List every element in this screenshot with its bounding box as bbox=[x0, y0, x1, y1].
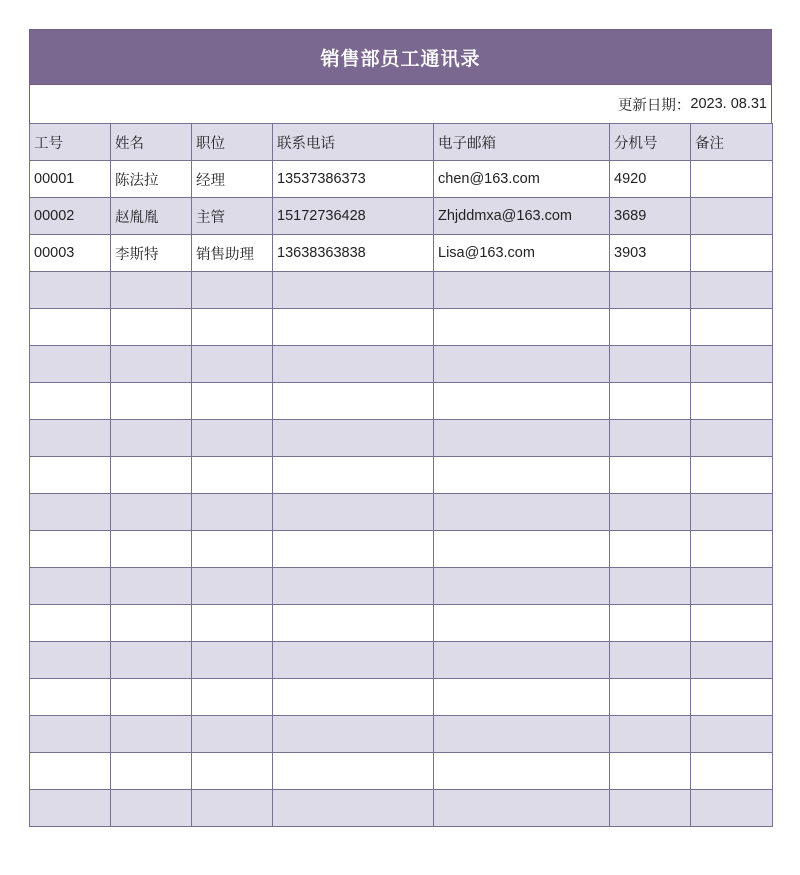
table-cell[interactable] bbox=[610, 346, 691, 383]
table-cell[interactable] bbox=[610, 309, 691, 346]
table-cell[interactable]: 经理 bbox=[192, 161, 273, 198]
table-cell[interactable] bbox=[111, 346, 192, 383]
table-cell[interactable] bbox=[273, 309, 434, 346]
table-cell[interactable] bbox=[273, 420, 434, 457]
table-row bbox=[30, 753, 773, 790]
table-cell[interactable] bbox=[30, 568, 111, 605]
table-cell[interactable] bbox=[30, 420, 111, 457]
table-cell[interactable] bbox=[610, 790, 691, 827]
table-row bbox=[30, 716, 773, 753]
table-cell[interactable] bbox=[273, 568, 434, 605]
table-cell[interactable]: 赵胤胤 bbox=[111, 198, 192, 235]
table-row bbox=[30, 568, 773, 605]
table-cell[interactable] bbox=[610, 383, 691, 420]
table-cell[interactable] bbox=[691, 716, 773, 753]
table-cell[interactable] bbox=[273, 346, 434, 383]
sheet-title: 销售部员工通讯录 bbox=[29, 29, 772, 85]
table-cell[interactable] bbox=[273, 272, 434, 309]
table-cell[interactable] bbox=[610, 679, 691, 716]
table-cell[interactable] bbox=[434, 679, 610, 716]
table-cell[interactable] bbox=[111, 679, 192, 716]
table-cell[interactable] bbox=[691, 346, 773, 383]
table-cell[interactable] bbox=[192, 568, 273, 605]
table-cell[interactable] bbox=[111, 531, 192, 568]
table-cell[interactable] bbox=[192, 642, 273, 679]
column-header: 职位 bbox=[192, 124, 273, 161]
table-cell[interactable]: chen@163.com bbox=[434, 161, 610, 198]
table-cell[interactable] bbox=[434, 272, 610, 309]
table-cell[interactable] bbox=[192, 309, 273, 346]
table-cell[interactable] bbox=[30, 309, 111, 346]
table-cell[interactable]: 4920 bbox=[610, 161, 691, 198]
table-cell[interactable] bbox=[691, 272, 773, 309]
table-cell[interactable] bbox=[691, 605, 773, 642]
column-header: 姓名 bbox=[111, 124, 192, 161]
table-cell[interactable] bbox=[111, 494, 192, 531]
table-row bbox=[30, 235, 773, 272]
table-cell[interactable] bbox=[434, 716, 610, 753]
table-cell[interactable] bbox=[111, 642, 192, 679]
table-cell[interactable] bbox=[691, 198, 773, 235]
update-date-row bbox=[29, 85, 772, 123]
table-body bbox=[30, 161, 773, 827]
table-cell[interactable] bbox=[30, 642, 111, 679]
column-header: 备注 bbox=[691, 124, 773, 161]
table-row bbox=[30, 679, 773, 716]
table-cell[interactable]: 13537386373 bbox=[273, 161, 434, 198]
column-header: 电子邮箱 bbox=[434, 124, 610, 161]
table-cell[interactable]: 00001 bbox=[30, 161, 111, 198]
table-cell[interactable] bbox=[691, 161, 773, 198]
table-cell[interactable] bbox=[30, 383, 111, 420]
table-cell[interactable] bbox=[30, 531, 111, 568]
table-cell[interactable] bbox=[691, 679, 773, 716]
table-cell[interactable] bbox=[111, 272, 192, 309]
table-cell[interactable] bbox=[610, 420, 691, 457]
table-row bbox=[30, 531, 773, 568]
table-cell[interactable] bbox=[691, 753, 773, 790]
column-header: 联系电话 bbox=[273, 124, 434, 161]
table-row bbox=[30, 494, 773, 531]
table-cell[interactable] bbox=[691, 642, 773, 679]
table-cell[interactable] bbox=[30, 679, 111, 716]
table-cell[interactable]: 3903 bbox=[610, 235, 691, 272]
column-header: 分机号 bbox=[610, 124, 691, 161]
table-cell[interactable] bbox=[192, 790, 273, 827]
table-cell[interactable]: Zhjddmxa@163.com bbox=[434, 198, 610, 235]
table-row bbox=[30, 346, 773, 383]
table-cell[interactable] bbox=[192, 383, 273, 420]
table-cell[interactable] bbox=[111, 790, 192, 827]
header-row bbox=[30, 124, 773, 161]
table-cell[interactable] bbox=[434, 753, 610, 790]
table-cell[interactable] bbox=[610, 642, 691, 679]
table-row bbox=[30, 198, 773, 235]
contact-sheet bbox=[29, 29, 772, 827]
table-cell[interactable] bbox=[273, 642, 434, 679]
table-cell[interactable] bbox=[434, 605, 610, 642]
table-cell[interactable] bbox=[30, 346, 111, 383]
table-cell[interactable] bbox=[192, 531, 273, 568]
table-cell[interactable] bbox=[192, 346, 273, 383]
table-cell[interactable] bbox=[192, 605, 273, 642]
table-cell[interactable] bbox=[273, 679, 434, 716]
table-cell[interactable] bbox=[30, 605, 111, 642]
table-row bbox=[30, 272, 773, 309]
table-cell[interactable] bbox=[691, 235, 773, 272]
table-cell[interactable] bbox=[273, 790, 434, 827]
table-cell[interactable] bbox=[111, 383, 192, 420]
table-cell[interactable] bbox=[691, 494, 773, 531]
table-cell[interactable]: 陈法拉 bbox=[111, 161, 192, 198]
table-cell[interactable] bbox=[30, 457, 111, 494]
table-cell[interactable] bbox=[691, 383, 773, 420]
table-cell[interactable] bbox=[111, 716, 192, 753]
table-cell[interactable] bbox=[434, 642, 610, 679]
table-cell[interactable] bbox=[30, 494, 111, 531]
table-cell[interactable] bbox=[610, 605, 691, 642]
table-cell[interactable] bbox=[273, 716, 434, 753]
table-row bbox=[30, 642, 773, 679]
column-header: 工号 bbox=[30, 124, 111, 161]
table-cell[interactable] bbox=[192, 716, 273, 753]
table-cell[interactable] bbox=[610, 753, 691, 790]
table-cell[interactable]: 主管 bbox=[192, 198, 273, 235]
table-cell[interactable] bbox=[434, 531, 610, 568]
table-cell[interactable]: 00003 bbox=[30, 235, 111, 272]
table-cell[interactable] bbox=[691, 531, 773, 568]
table-cell[interactable] bbox=[273, 383, 434, 420]
table-cell[interactable] bbox=[434, 568, 610, 605]
table-cell[interactable] bbox=[30, 272, 111, 309]
table-cell[interactable] bbox=[111, 420, 192, 457]
table-cell[interactable] bbox=[434, 309, 610, 346]
table-row bbox=[30, 161, 773, 198]
table-cell[interactable] bbox=[273, 531, 434, 568]
table-cell[interactable]: 销售助理 bbox=[192, 235, 273, 272]
table-cell[interactable] bbox=[691, 420, 773, 457]
table-cell[interactable] bbox=[111, 309, 192, 346]
table-cell[interactable] bbox=[610, 568, 691, 605]
table-cell[interactable] bbox=[111, 605, 192, 642]
table-row bbox=[30, 605, 773, 642]
table-cell[interactable] bbox=[434, 790, 610, 827]
table-cell[interactable]: 00002 bbox=[30, 198, 111, 235]
table-cell[interactable]: 3689 bbox=[610, 198, 691, 235]
table-cell[interactable] bbox=[434, 383, 610, 420]
table-cell[interactable] bbox=[273, 753, 434, 790]
table-cell[interactable] bbox=[30, 790, 111, 827]
table-cell[interactable]: 李斯特 bbox=[111, 235, 192, 272]
table-cell[interactable] bbox=[610, 531, 691, 568]
table-cell[interactable] bbox=[111, 753, 192, 790]
table-cell[interactable] bbox=[273, 605, 434, 642]
update-date-value: 2023. 08.31 bbox=[690, 96, 767, 112]
table-cell[interactable] bbox=[192, 679, 273, 716]
table-row bbox=[30, 383, 773, 420]
table-cell[interactable]: 15172736428 bbox=[273, 198, 434, 235]
table-cell[interactable] bbox=[434, 346, 610, 383]
table-cell[interactable] bbox=[30, 753, 111, 790]
table-cell[interactable] bbox=[30, 716, 111, 753]
table-cell[interactable] bbox=[691, 790, 773, 827]
table-cell[interactable] bbox=[192, 494, 273, 531]
table-cell[interactable] bbox=[434, 457, 610, 494]
table-cell[interactable] bbox=[434, 420, 610, 457]
table-cell[interactable] bbox=[192, 753, 273, 790]
table-cell[interactable]: Lisa@163.com bbox=[434, 235, 610, 272]
table-cell[interactable] bbox=[111, 568, 192, 605]
table-cell[interactable] bbox=[691, 457, 773, 494]
table-cell[interactable] bbox=[192, 272, 273, 309]
table-cell[interactable] bbox=[691, 309, 773, 346]
table-row bbox=[30, 790, 773, 827]
table-row bbox=[30, 309, 773, 346]
table-cell[interactable] bbox=[610, 716, 691, 753]
table-row bbox=[30, 457, 773, 494]
table-cell[interactable] bbox=[434, 494, 610, 531]
table-cell[interactable] bbox=[610, 457, 691, 494]
table-cell[interactable] bbox=[610, 272, 691, 309]
table-cell[interactable] bbox=[610, 494, 691, 531]
table-cell[interactable] bbox=[691, 568, 773, 605]
table-cell[interactable]: 13638363838 bbox=[273, 235, 434, 272]
table-cell[interactable] bbox=[192, 457, 273, 494]
update-date-label: 更新日期： bbox=[617, 97, 691, 114]
table-row bbox=[30, 420, 773, 457]
table-cell[interactable] bbox=[192, 420, 273, 457]
table-cell[interactable] bbox=[273, 457, 434, 494]
employee-table bbox=[29, 123, 773, 827]
table-cell[interactable] bbox=[111, 457, 192, 494]
table-cell[interactable] bbox=[273, 494, 434, 531]
